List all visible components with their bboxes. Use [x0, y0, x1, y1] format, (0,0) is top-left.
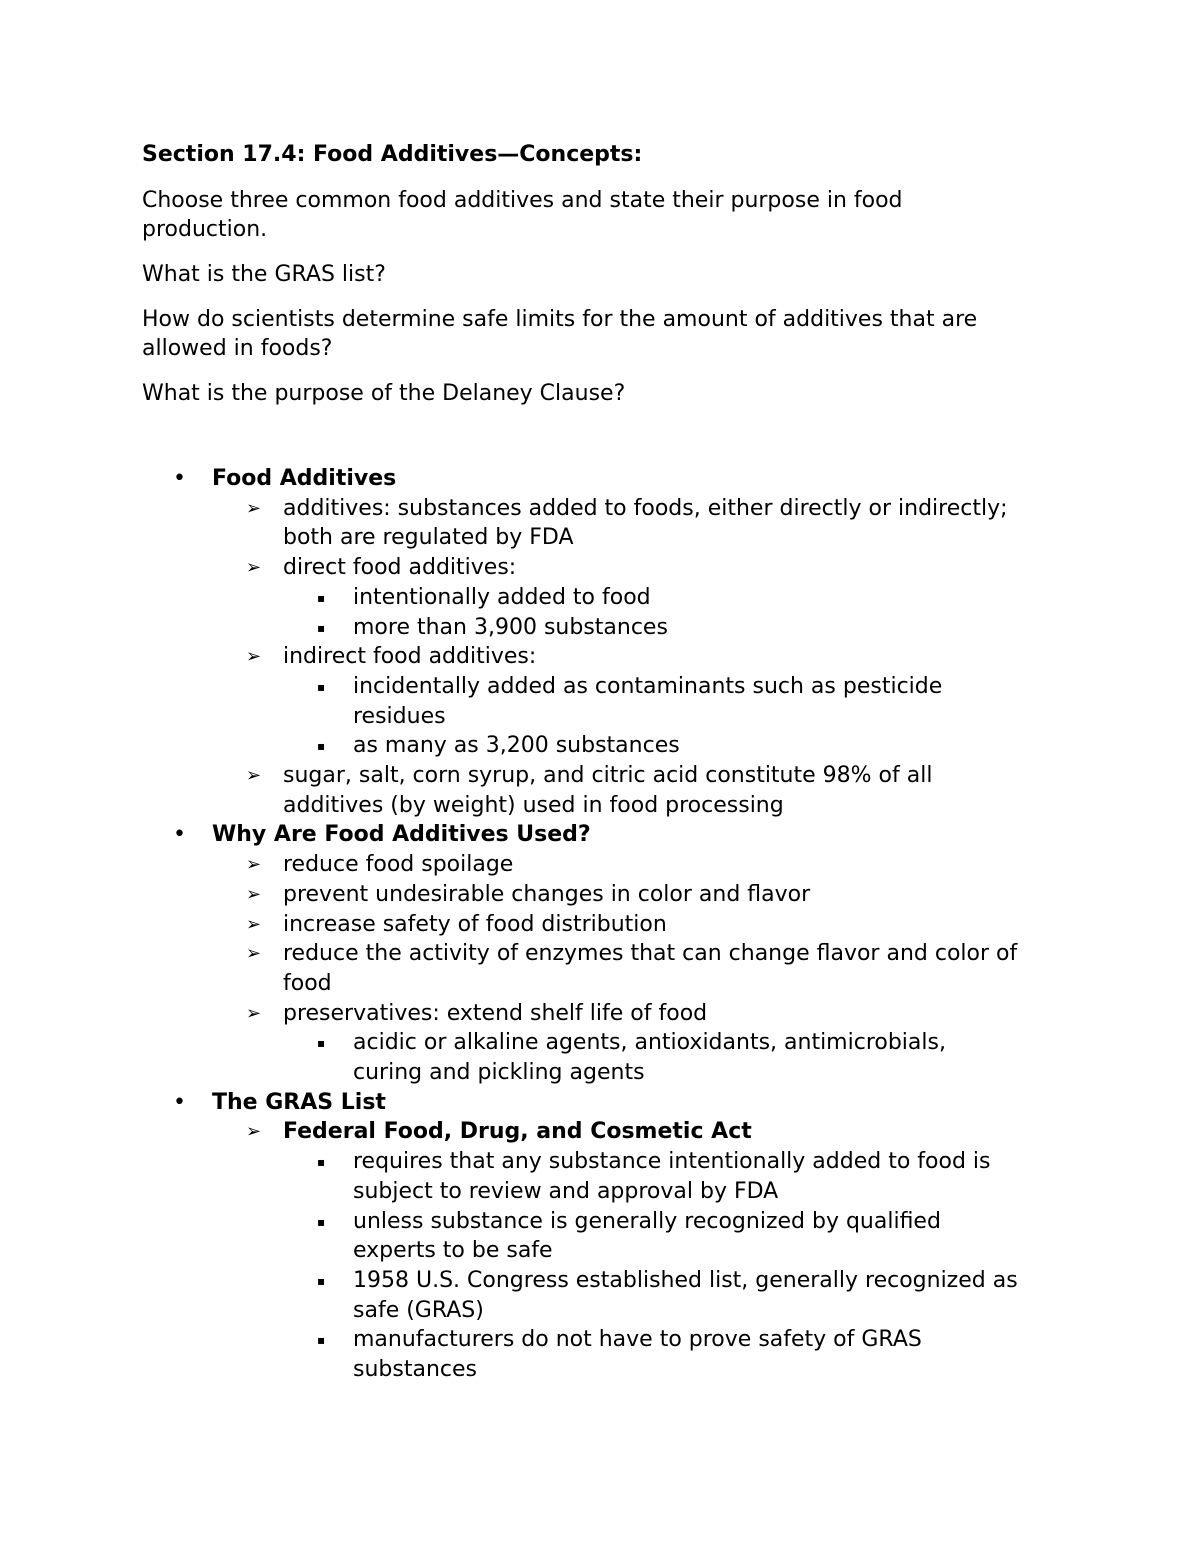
- outline-subitem: [142, 672, 1003, 731]
- outline-subitem-text: more than 3,900 substances: [353, 614, 668, 640]
- outline-item: [142, 910, 1062, 940]
- outline-subitem-text: incidentally added as contaminants such as pesticide residues: [353, 673, 943, 729]
- outline-subitem: [142, 1266, 1053, 1325]
- square-bullet-icon: ▪: [317, 590, 326, 605]
- outline-section: [142, 464, 1062, 494]
- outline-subitem: [142, 1325, 993, 1384]
- outline-item: [142, 850, 1062, 880]
- outline-subitem: [142, 583, 1062, 613]
- outline-item-text: Federal Food, Drug, and Cosmetic Act: [283, 1119, 752, 1145]
- bullet-marker: •: [173, 1089, 186, 1115]
- outline-item: [142, 642, 1062, 672]
- outline-item: [142, 999, 1062, 1029]
- outline-item-text: direct food additives:: [283, 555, 517, 581]
- arrow-bullet-icon: ➢: [246, 497, 262, 519]
- question-4: What is the purpose of the Delaney Clause?: [142, 381, 626, 406]
- outline-item-text: reduce food spoilage: [283, 852, 514, 878]
- outline-subitem-text: 1958 U.S. Congress established list, generally recognized as safe (GRAS): [353, 1267, 1018, 1323]
- square-bullet-icon: ▪: [317, 1214, 326, 1229]
- outline-subitem-text: as many as 3,200 substances: [353, 733, 680, 759]
- outline-subitem: [142, 731, 1062, 761]
- arrow-bullet-icon: ➢: [246, 1002, 262, 1024]
- outline-item: [142, 1117, 1062, 1147]
- notes-outline: [142, 464, 1062, 1385]
- outline-item: [142, 939, 1063, 998]
- outline-subitem-text: unless substance is generally recognized by qualified experts to be safe: [353, 1208, 941, 1264]
- outline-section-title: Why Are Food Additives Used?: [212, 822, 591, 848]
- square-bullet-icon: ▪: [317, 679, 326, 694]
- arrow-bullet-icon: ➢: [246, 765, 262, 787]
- outline-item: [142, 494, 1063, 553]
- outline-subitem: [142, 1028, 1013, 1087]
- square-bullet-icon: ▪: [317, 1155, 326, 1170]
- outline-subitem: [142, 613, 1062, 643]
- arrow-bullet-icon: ➢: [246, 883, 262, 905]
- arrow-bullet-icon: ➢: [246, 854, 262, 876]
- square-bullet-icon: ▪: [317, 739, 326, 754]
- outline-item-text: preservatives: extend shelf life of food: [283, 1000, 708, 1026]
- outline-section-title: The GRAS List: [212, 1089, 386, 1115]
- outline-subitem-text: manufacturers do not have to prove safety of GRAS substances: [353, 1327, 922, 1383]
- outline-subitem-text: requires that any substance intentionally added to food is subject to review and approval by FDA: [353, 1149, 991, 1204]
- outline-item: [142, 553, 1062, 583]
- outline-item-text: increase safety of food distribution: [283, 911, 667, 937]
- outline-subitem: [142, 1147, 1053, 1206]
- outline-section-title: Food Additives: [212, 466, 397, 491]
- outline-item-text: sugar, salt, corn syrup, and citric acid constitute 98% of all additives (by weight) used in food processing: [283, 763, 933, 818]
- outline-subitem-text: acidic or alkaline agents, antioxidants, antimicrobials, curing and pickling agents: [353, 1030, 946, 1086]
- bullet-marker: •: [173, 822, 186, 848]
- square-bullet-icon: ▪: [317, 620, 326, 635]
- document-page: [142, 140, 1062, 1385]
- question-3: How do scientists determine safe limits for the amount of additives that are allowed in foods?: [142, 307, 978, 361]
- outline-subitem-text: intentionally added to food: [353, 584, 651, 610]
- square-bullet-icon: ▪: [317, 1273, 326, 1288]
- section-heading: Section 17.4: Food Additives—Concepts:: [142, 142, 643, 167]
- outline-subitem: [142, 1207, 1003, 1266]
- square-bullet-icon: ▪: [317, 1036, 326, 1051]
- outline-item-text: prevent undesirable changes in color and flavor: [283, 881, 811, 907]
- outline-item: [142, 880, 1062, 910]
- outline-item: [142, 761, 1023, 820]
- outline-item-text: reduce the activity of enzymes that can change flavor and color of food: [283, 941, 1018, 996]
- bullet-marker: •: [173, 466, 186, 491]
- arrow-bullet-icon: ➢: [246, 1121, 262, 1143]
- arrow-bullet-icon: ➢: [246, 557, 262, 579]
- outline-section: [142, 820, 1062, 850]
- arrow-bullet-icon: ➢: [246, 943, 262, 965]
- square-bullet-icon: ▪: [317, 1333, 326, 1348]
- outline-item-text: indirect food additives:: [283, 644, 537, 670]
- outline-section: [142, 1088, 1062, 1118]
- outline-item-text: additives: substances added to foods, either directly or indirectly; both are regulated by FDA: [283, 495, 1008, 551]
- arrow-bullet-icon: ➢: [246, 646, 262, 668]
- arrow-bullet-icon: ➢: [246, 913, 262, 935]
- question-1: Choose three common food additives and state their purpose in food production.: [142, 188, 903, 242]
- question-2: What is the GRAS list?: [142, 262, 386, 287]
